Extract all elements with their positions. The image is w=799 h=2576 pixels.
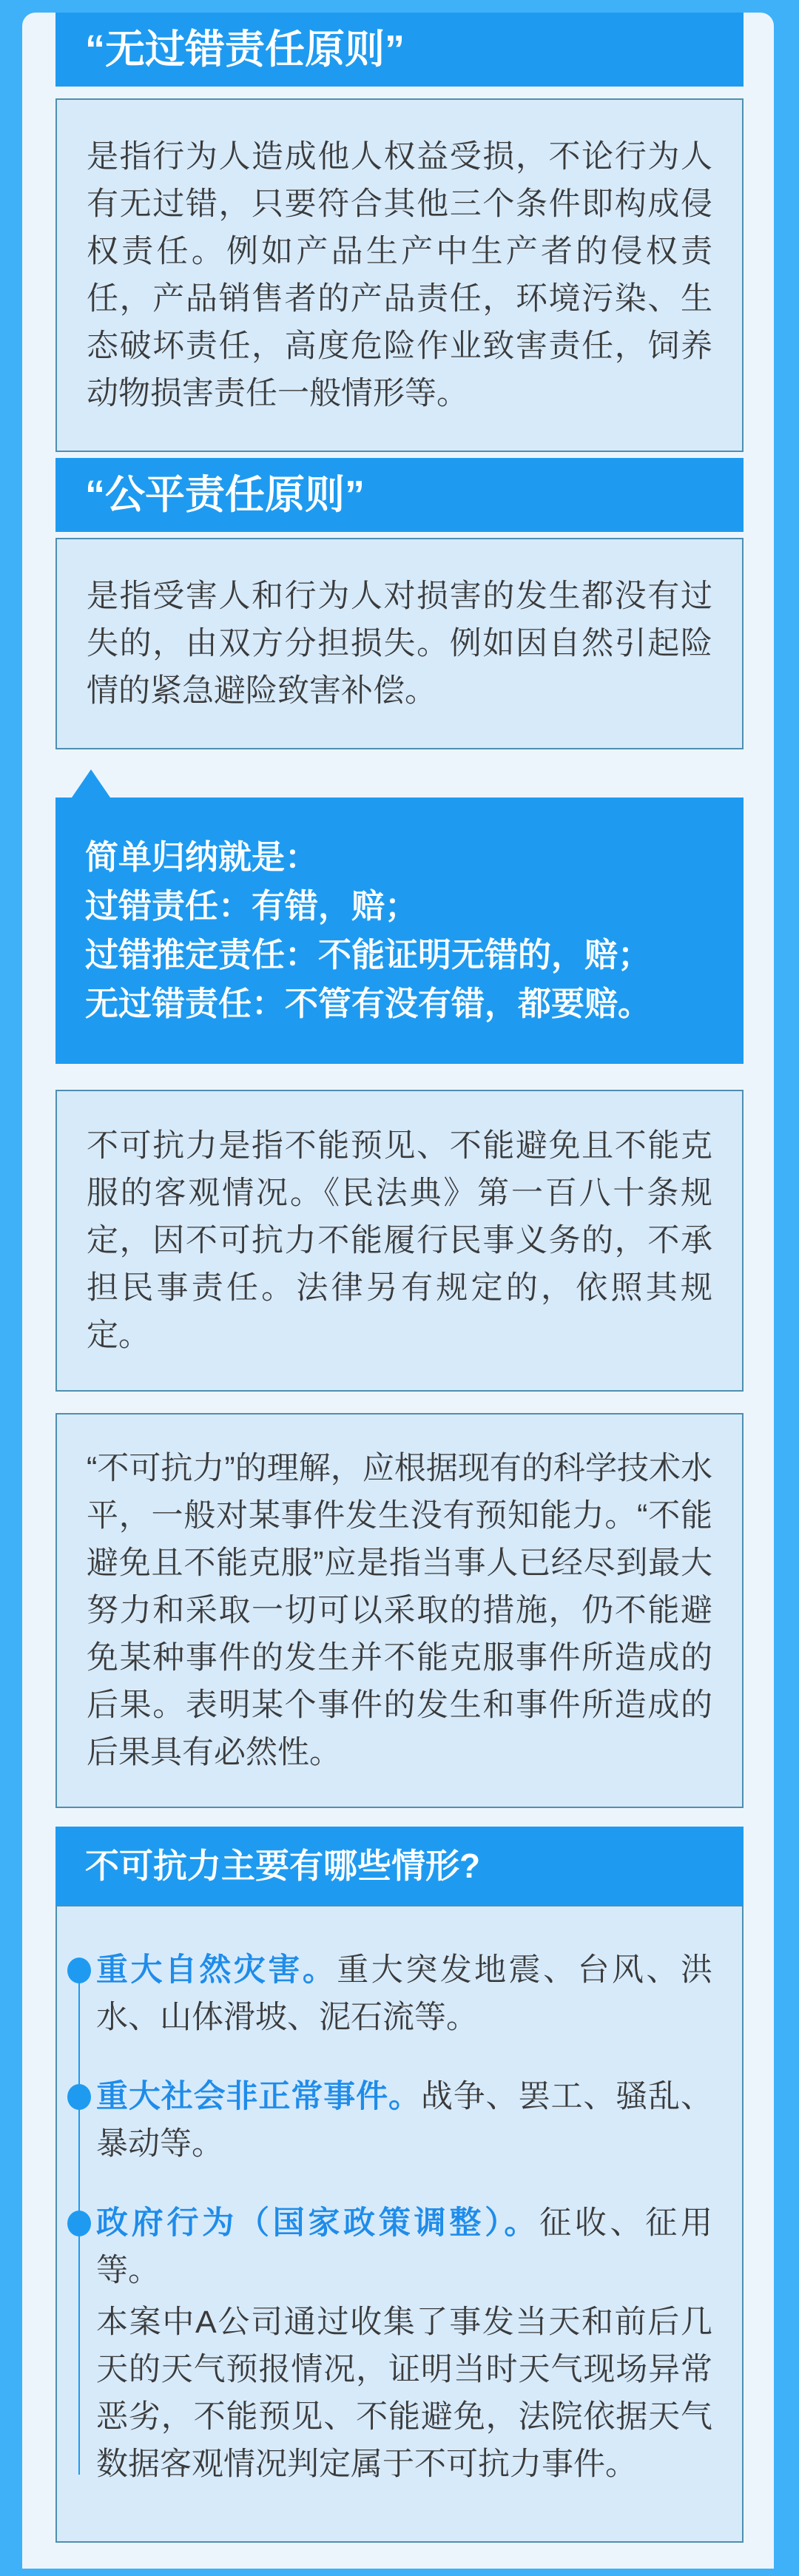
bullet-dot-icon	[67, 2084, 91, 2110]
card-force-majeure-situations-list	[55, 1905, 744, 2543]
bullet-paragraph	[96, 2199, 712, 2294]
section-header-title: “公平责任原则”	[85, 473, 365, 517]
bullet-title: 重大自然灾害。	[96, 1952, 337, 1988]
summary-callout-card	[55, 798, 744, 1064]
bullet-paragraph	[96, 1946, 712, 2041]
section-header-force-majeure-situations	[55, 1827, 744, 1905]
bullet-dot-icon	[67, 1958, 91, 1983]
card-paragraph: 不可抗力是指不能预见、不能避免且不能克服的客观情况。《民法典》第一百八十条规定，因不可抗力不能履行民事义务的，不承担民事责任。法律另有规定的，依照其规定。	[87, 1128, 712, 1353]
summary-line: 过错责任：有错，赔；	[85, 887, 419, 925]
section-header-title: 不可抗力主要有哪些情形?	[85, 1847, 481, 1885]
list-item-government-action	[57, 2199, 712, 2488]
card-no-fault-definition	[55, 98, 744, 452]
summary-line: 无过错责任：不管有没有错，都要赔。	[85, 985, 652, 1022]
bullet-text: 重大突发地震、台风、洪水、山体滑坡、泥石流等。	[96, 1952, 713, 2035]
card-paragraph: 是指行为人造成他人权益受损，不论行为人有无过错，只要符合其他三个条件即构成侵权责任。例如产品生产中生产者的侵权责任，产品销售者的产品责任，环境污染、生态破坏责任，高度危险作业致害责任，饲养动物损害责任一般情形等。	[87, 139, 712, 411]
section-header-no-fault-principle	[55, 13, 744, 87]
bullet-text: 战争、罢工、骚乱、暴动等。	[96, 2079, 713, 2162]
bullet-dot-icon	[67, 2211, 91, 2236]
summary-line: 过错推定责任：不能证明无错的，赔；	[85, 936, 652, 974]
bullet-title: 政府行为（国家政策调整）。	[96, 2205, 540, 2241]
bullet-title: 重大社会非正常事件。	[96, 2079, 421, 2114]
content-panel	[22, 13, 774, 2569]
case-note-paragraph: 本案中A公司通过收集了事发当天和前后几天的天气预报情况，证明当时天气现场异常恶劣，不能预见、不能避免，法院依据天气数据客观情况判定属于不可抗力事件。	[96, 2304, 712, 2482]
section-header-title: “无过错责任原则”	[85, 27, 405, 72]
bullet-text: 征收、征用等。	[96, 2205, 713, 2288]
callout-arrow-up-icon	[72, 769, 110, 798]
card-force-majeure-definition	[55, 1090, 744, 1392]
list-item-social-abnormal-event	[57, 2073, 712, 2168]
card-paragraph: 是指受害人和行为人对损害的发生都没有过失的，由双方分担损失。例如因自然引起险情的紧急避险致害补偿。	[87, 579, 712, 709]
summary-line: 简单归纳就是：	[85, 838, 319, 876]
bullet-paragraph	[96, 2073, 712, 2168]
card-force-majeure-interpretation	[55, 1413, 744, 1808]
section-header-fair-liability-principle	[55, 458, 744, 532]
card-paragraph: “不可抗力”的理解，应根据现有的科学技术水平，一般对某事件发生没有预知能力。“不能避免且不能克服”应是指当事人已经尽到最大努力和采取一切可以采取的措施，仍不能避免某种事件的发生并不能克服事件所造成的后果。表明某个事件的发生和事件所造成的后果具有必然性。	[87, 1451, 712, 1770]
card-fair-liability-definition	[55, 538, 744, 749]
list-item-natural-disaster	[57, 1946, 712, 2041]
